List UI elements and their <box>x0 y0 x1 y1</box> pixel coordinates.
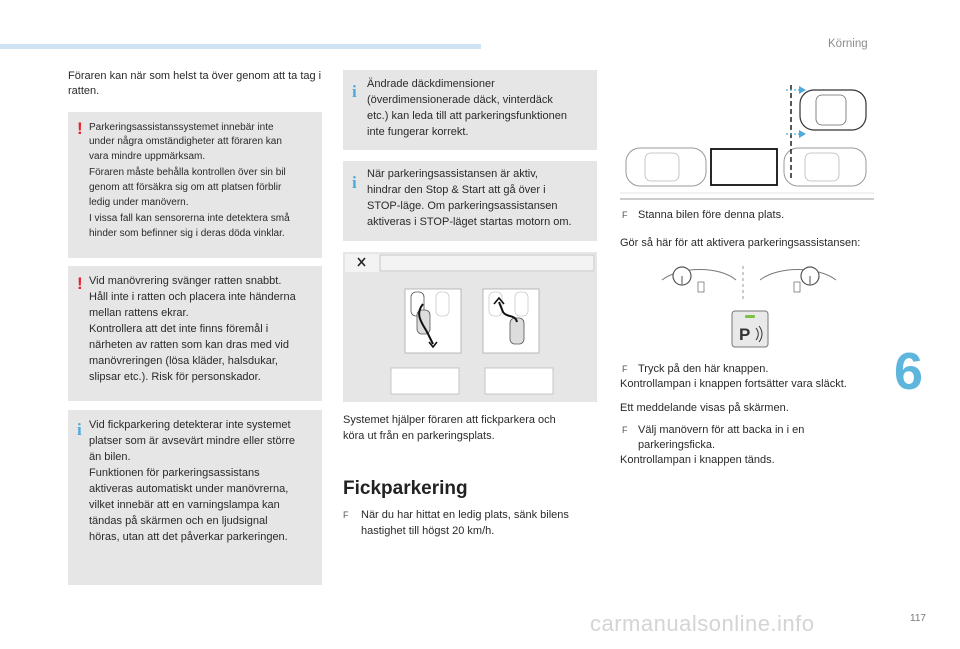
warning-1-line-0: Parkeringsassistanssystemet innebär inte <box>89 122 274 133</box>
info-1-line-0: Vid fickparkering detekterar inte systemet <box>89 419 291 431</box>
info-3-line-3: aktiveras i STOP-läget startas motorn om. <box>367 216 572 228</box>
info-1-line-4: aktiveras automatiskt under manövrerna, <box>89 483 289 495</box>
parking-scene-illustration <box>620 82 874 202</box>
system-text-line-1: köra ut från en parkeringsplats. <box>343 430 495 442</box>
info-2-line-0: Ändrade däckdimensioner <box>367 78 495 90</box>
warning-1-line-4: genom att försäkra sig om att platsen förblir <box>89 182 282 193</box>
info-box-2 <box>343 70 597 150</box>
warning-1-line-7: hinder som befinner sig i deras döda vinklar. <box>89 228 285 239</box>
warning-2-line-6: slipsar etc.). Risk för personskador. <box>89 371 261 383</box>
own-car <box>800 90 866 130</box>
warning-1-line-1: under några omständigheter att föraren kan <box>89 136 282 147</box>
info-1-line-3: Funktionen för parkeringsassistans <box>89 467 260 479</box>
info-1-line-7: höras, utan att det påverkar parkeringen. <box>89 531 288 543</box>
chapter-number: 6 <box>894 343 923 401</box>
message-text: Ett meddelande visas på skärmen. <box>620 402 789 414</box>
warning-1-line-2: vara mindre uppmärksam. <box>89 151 206 162</box>
info-2-line-2: etc.) kan leda till att parkeringsfunktionen <box>367 110 567 122</box>
info-1-line-6: tändas på skärmen och en ljudsignal <box>89 515 268 527</box>
info-box-1 <box>68 410 322 585</box>
lamp-on-text: Kontrollampan i knappen tänds. <box>620 454 775 466</box>
system-text-line-0: Systemet hjälper föraren att fickparkera och <box>343 414 556 426</box>
info-icon: i <box>77 420 82 439</box>
warning-1-line-6: I vissa fall kan sensorerna inte detektera små <box>89 213 290 224</box>
parking-assist-button-icon <box>731 310 769 348</box>
step-1-line-1: hastighet till högst 20 km/h. <box>361 525 495 537</box>
info-icon: i <box>352 82 357 101</box>
watermark: carmanualsonline.info <box>590 611 815 636</box>
lamp-off-text: Kontrollampan i knappen fortsätter vara släckt. <box>620 378 847 390</box>
step-1-line-0: När du har hittat en ledig plats, sänk bilens <box>361 509 569 521</box>
warning-2-line-4: närheten av ratten som kan dras med vid <box>89 339 289 351</box>
warning-2-line-2: mellan rattens ekrar. <box>89 307 189 319</box>
page-number: 117 <box>910 613 926 624</box>
info-3-line-1: hindrar den Stop & Start att gå över i <box>367 184 546 196</box>
heading-fickparkering: Fickparkering <box>343 478 468 499</box>
info-1-line-2: än bilen. <box>89 451 131 463</box>
info-2-line-3: inte fungerar korrekt. <box>367 126 469 138</box>
info-icon: i <box>352 173 357 192</box>
hands-off-steering-illustration <box>660 262 838 302</box>
warning-1-line-5: ledig under manövern. <box>89 197 189 208</box>
warning-2-line-0: Vid manövrering svänger ratten snabbt. <box>89 275 282 287</box>
info-3-line-2: STOP-läge. Om parkeringsassistansen <box>367 200 558 212</box>
step-choose-line-0: Välj manövern för att backa in i en <box>638 424 805 436</box>
warning-icon: ! <box>77 119 83 138</box>
activate-text: Gör så här för att aktivera parkeringsassistansen: <box>620 237 861 249</box>
step-press-text: Tryck på den här knappen. <box>638 363 769 375</box>
bullet-glyph: F <box>622 364 628 374</box>
info-2-line-1: (överdimensionerade däck, vinterdäck <box>367 94 553 106</box>
warning-icon: ! <box>77 274 83 293</box>
section-title: Körning <box>828 38 868 50</box>
free-space-marker <box>711 149 777 185</box>
warning-2-line-1: Håll inte i ratten och placera inte händerna <box>89 291 296 303</box>
bullet-glyph: F <box>343 510 349 520</box>
info-3-line-0: När parkeringsassistansen är aktiv, <box>367 168 538 180</box>
bullet-glyph: F <box>622 210 628 220</box>
info-box-3 <box>343 161 597 241</box>
warning-1-line-3: Föraren måste behålla kontrollen över sin bil <box>89 167 286 178</box>
header-bar <box>0 44 481 49</box>
step-stop-text: Stanna bilen före denna plats. <box>638 209 785 221</box>
svg-text:P: P <box>739 325 751 344</box>
bullet-glyph: F <box>622 425 628 435</box>
step-choose-line-1: parkeringsficka. <box>638 439 716 451</box>
touchscreen-illustration <box>343 252 597 402</box>
info-1-line-5: vilket innebär att en varningslampa kan <box>89 499 280 511</box>
info-1-line-1: platser som är avsevärt mindre eller större <box>89 435 296 447</box>
warning-2-line-5: manövreringen (lösa kläder, halsdukar, <box>89 355 278 367</box>
intro-text: Föraren kan när som helst ta över genom att ta tag i ratten. <box>68 70 322 97</box>
warning-box-2 <box>68 266 322 401</box>
warning-box-1 <box>68 112 322 258</box>
warning-2-line-3: Kontrollera att det inte finns föremål i <box>89 323 269 335</box>
